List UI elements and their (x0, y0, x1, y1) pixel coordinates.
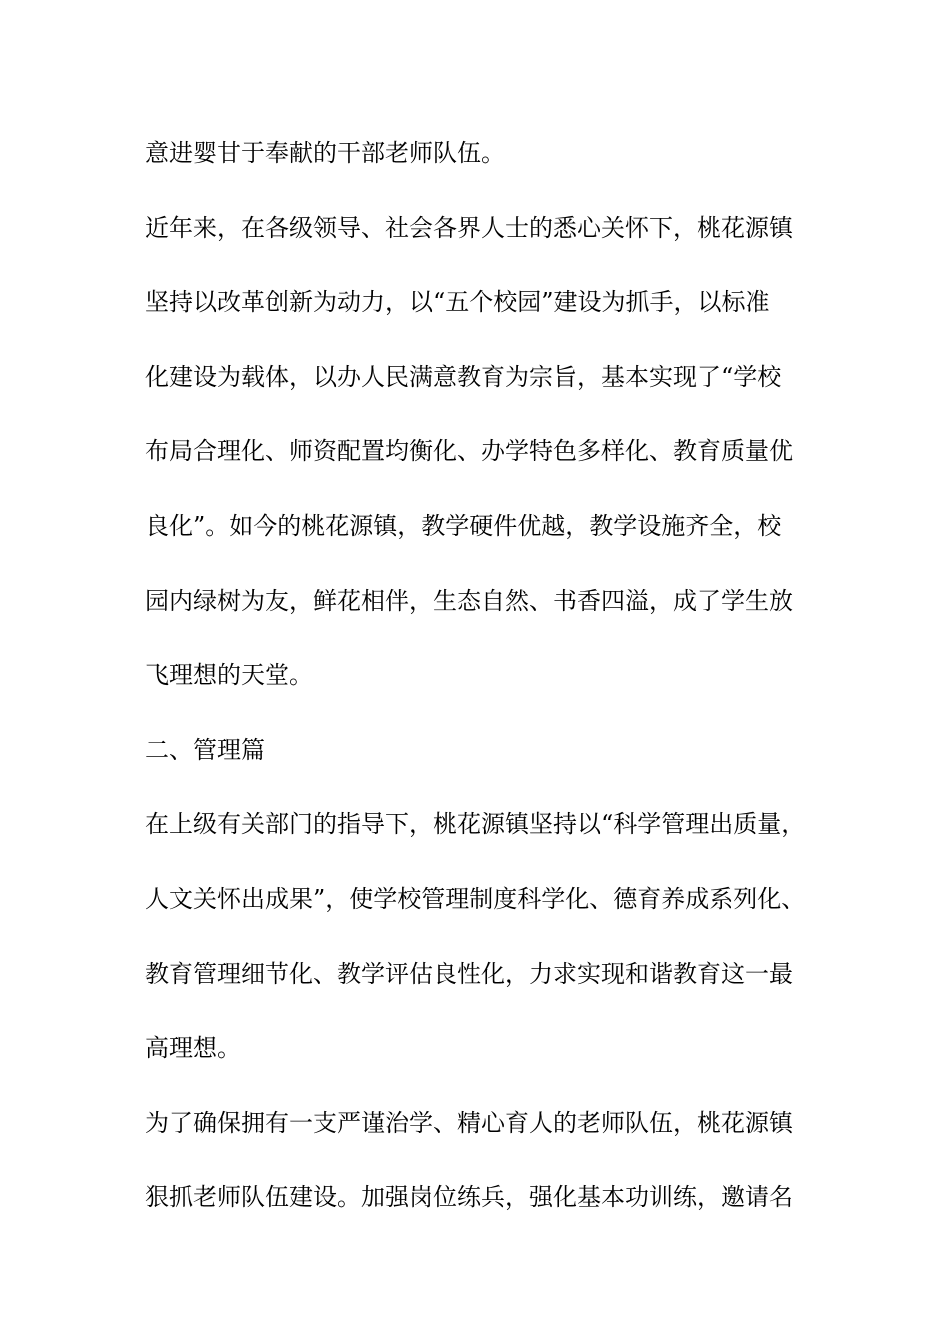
paragraph-line: 化建设为载体，以办人民满意教育为宗旨，基本实现了“学校 (145, 362, 782, 391)
paragraph-line: 在上级有关部门的指导下，桃花源镇坚持以“科学管理出质量， (145, 810, 806, 839)
document-body (145, 128, 825, 1247)
paragraph-line: 布局合理化、师资配置均衡化、办学特色多样化、教育质量优 (145, 437, 793, 466)
paragraph-line: 狠抓老师队伍建设。加强岗位练兵，强化基本功训练，邀请名 (145, 1183, 793, 1212)
paragraph-line: 教育管理细节化、教学评估良性化，力求实现和谐教育这一最 (145, 959, 793, 988)
paragraph-line: 人文关怀出成果”，使学校管理制度科学化、德育养成系列化、 (145, 884, 806, 913)
paragraph-line: 坚持以改革创新为动力，以“五个校园”建设为抓手，以标准 (145, 288, 770, 317)
paragraph-line: 园内绿树为友，鲜花相伴，生态自然、书香四溢，成了学生放 (145, 586, 793, 615)
paragraph-line: 高理想。 (145, 1034, 241, 1063)
paragraph-line: 近年来，在各级领导、社会各界人士的悉心关怀下，桃花源镇 (145, 213, 793, 242)
paragraph-line: 意进婴甘于奉献的干部老师队伍。 (145, 139, 505, 167)
paragraph-line: 为了确保拥有一支严谨治学、精心育人的老师队伍，桃花源镇 (145, 1108, 793, 1137)
paragraph-line: 良化”。如今的桃花源镇，教学硬件优越，教学设施齐全，校 (145, 511, 782, 540)
section-heading: 二、管理篇 (145, 735, 265, 764)
paragraph-line: 飞理想的天堂。 (145, 661, 313, 690)
